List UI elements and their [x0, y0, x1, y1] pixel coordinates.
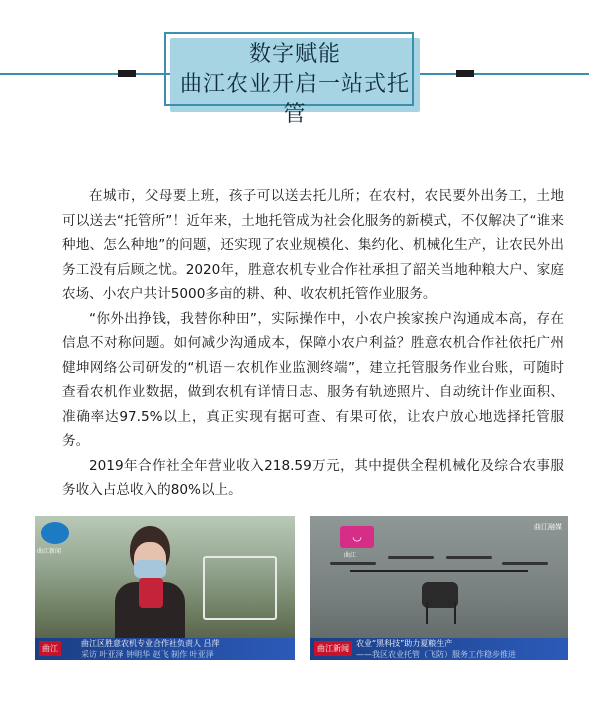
article-title [170, 40, 420, 130]
article-body [62, 184, 564, 503]
title-line-2: 曲江农业开启一站式托管 [179, 72, 410, 127]
title-line-1: 数字赋能 [248, 42, 341, 67]
caption-tag: 曲江新闻 [314, 641, 352, 656]
title-right-rule [420, 73, 589, 75]
interview-photo [35, 516, 295, 660]
caption-sub: ——我区农业托管（飞防）服务工作稳步推进 [356, 650, 516, 659]
station-logo-icon [41, 522, 69, 544]
drone-photo [310, 516, 568, 660]
paragraph-3: 2019年合作社全年营业收入218.59万元，其中提供全程机械化及综合农事服务收入占总收入的80%以上。 [62, 457, 564, 498]
interviewee-figure [115, 526, 185, 638]
station-logo-text: 曲江新闻 [37, 548, 62, 555]
caption-main: 农业“黑科技”助力夏粮生产 [356, 639, 453, 648]
caption-main: 曲江区胜意农机专业合作社负责人 吕萍 [81, 639, 220, 648]
interview-caption-bar [35, 638, 295, 660]
title-left-dash [118, 70, 136, 77]
title-right-dash [456, 70, 474, 77]
caption-sub: 采访 叶亚泽 钟明华 赵飞 制作 叶亚泽 [81, 650, 214, 659]
paragraph-1: 在城市，父母要上班，孩子可以送去托儿所；在农村，农民要外出务工，土地可以送去“托管所”！近年来，土地托管成为社会化服务的新模式，不仅解决了“谁来种地、怎么种地”的问题，还实现了农业规模化、集约化、机械化生产，让农民外出务工没有后顾之忧。2020年，胜意农机专业合作社承担了韶关当地种粮大户、家庭农场、小农户共计5000多亩的耕、种、收农机托管作业服务。 [62, 188, 564, 302]
drone-caption-bar [310, 638, 568, 660]
rice-transplanter-machine [203, 556, 277, 620]
station-logo-text: 曲江 [344, 552, 357, 559]
tv-channel-logo: 曲江融媒 [534, 523, 562, 531]
caption-tag: 曲江 [39, 641, 61, 656]
title-left-rule [0, 73, 170, 75]
paragraph-2: “你外出挣钱，我替你种田”，实际操作中，小农户挨家挨户沟通成本高，存在信息不对称问题。如何减少沟通成本，保障小农户利益？胜意农机合作社依托广州健坤网络公司研发的“机语－农机作业监测终端”，建立托管服务作业台账，可随时查看农机作业数据，做到农机有详情日志、服务有轨迹照片、自动统计作业面积、准确率达97.5%以上，真正实现有据可查、有果可依，让农户放心地选择托管服务。 [62, 310, 564, 449]
station-logo-icon: ◡ [340, 526, 374, 548]
title-banner [0, 0, 589, 127]
